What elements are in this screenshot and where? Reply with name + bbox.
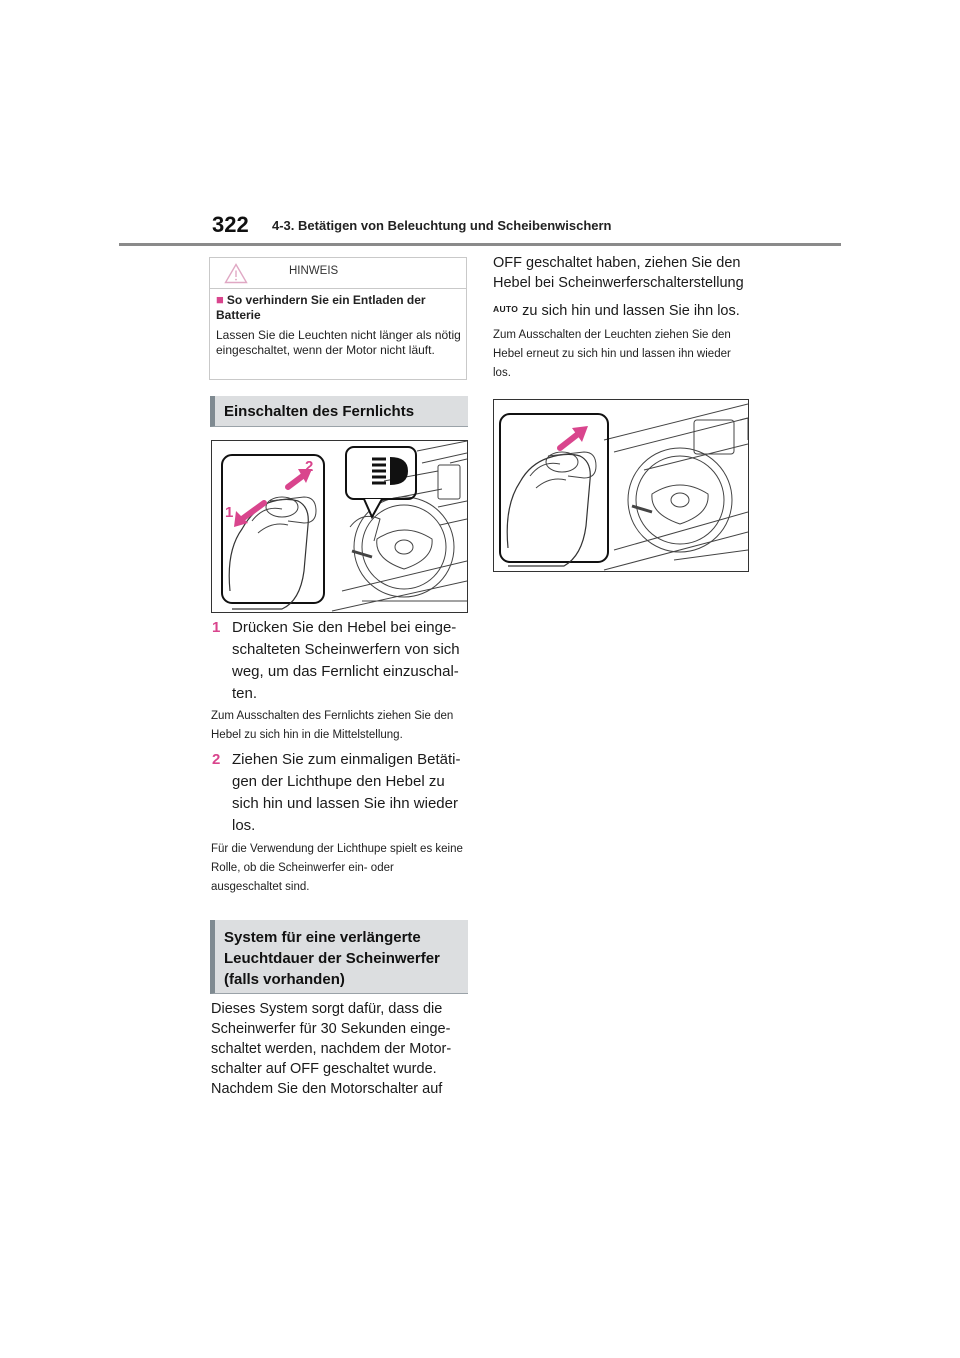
page-number: 322 bbox=[212, 212, 249, 237]
arrow-pull-icon bbox=[234, 503, 264, 527]
lever-illustration-2 bbox=[494, 400, 748, 571]
caution-subtitle bbox=[216, 292, 461, 323]
illustration-high-beam bbox=[211, 440, 468, 613]
figure-label-2: 2 bbox=[305, 458, 314, 475]
header-rule bbox=[119, 243, 841, 246]
figure-label-1: 1 bbox=[225, 504, 234, 521]
bullet-square: ■ bbox=[216, 292, 224, 307]
step-text-1: Drücken Sie den Hebel bei einge-schalteten Scheinwerfern von sich weg, um das Fernlicht einzuschal-ten. bbox=[232, 619, 460, 702]
lever-illustration-1 bbox=[212, 441, 467, 612]
caution-title-row bbox=[210, 258, 466, 289]
high-beam-icon bbox=[372, 457, 408, 485]
caution-box bbox=[209, 257, 467, 380]
step-number-1: 1 bbox=[212, 619, 221, 636]
paragraph-release bbox=[493, 299, 751, 321]
auto-position-label: AUTO bbox=[493, 304, 519, 314]
step-note-1: Zum Ausschalten des Fernlichts ziehen Sie den Hebel zu sich hin in die Mittelstellung. bbox=[211, 710, 454, 741]
step-number-2: 2 bbox=[212, 751, 221, 768]
step-note-2: Für die Verwendung der Lichthupe spielt es keine Rolle, ob die Scheinwerfer ein- oder ausgeschaltet sind. bbox=[211, 843, 463, 893]
caution-title: HINWEIS bbox=[289, 265, 339, 277]
caution-subtitle-text: So verhindern Sie ein Entladen der Batterie bbox=[216, 293, 426, 322]
paragraph-system: Dieses System sorgt dafür, dass die Scheinwerfer für 30 Sekunden einge-schaltet werden, nachdem der Motor-schalter auf OFF geschaltet wurde. bbox=[211, 1001, 452, 1077]
warning-triangle-icon bbox=[224, 263, 248, 284]
paragraph-after-off-start: Nachdem Sie den Motorschalter auf bbox=[211, 1081, 443, 1097]
step-text-2: Ziehen Sie zum einmaligen Betäti-gen der Lichthupe den Hebel zu sich hin und lassen Sie ihn wieder los. bbox=[232, 751, 461, 834]
paragraph-after-off-cont: OFF geschaltet haben, ziehen Sie den Hebel bei Scheinwerferschalterstellung bbox=[493, 255, 744, 291]
step-2 bbox=[212, 749, 468, 837]
caution-body: Lassen Sie die Leuchten nicht länger als nötig eingeschaltet, wenn der Motor nicht läuft. bbox=[216, 328, 461, 357]
section-heading: 4-3. Betätigen von Beleuchtung und Scheibenwischern bbox=[272, 218, 612, 233]
paragraph-release-text: zu sich hin und lassen Sie ihn los. bbox=[522, 303, 740, 319]
arrow-pull-icon-2 bbox=[560, 426, 588, 448]
illustration-extended-lighting bbox=[493, 399, 749, 572]
section-header-extended-lighting: System für eine verlängerte Leuchtdauer der Scheinwerfer (falls vorhanden) bbox=[210, 920, 468, 994]
section-header-high-beam: Einschalten des Fernlichts bbox=[210, 396, 468, 427]
note-switch-off: Zum Ausschalten der Leuchten ziehen Sie den Hebel erneut zu sich hin und lassen ihn wieder los. bbox=[493, 329, 731, 379]
step-1 bbox=[212, 617, 468, 705]
